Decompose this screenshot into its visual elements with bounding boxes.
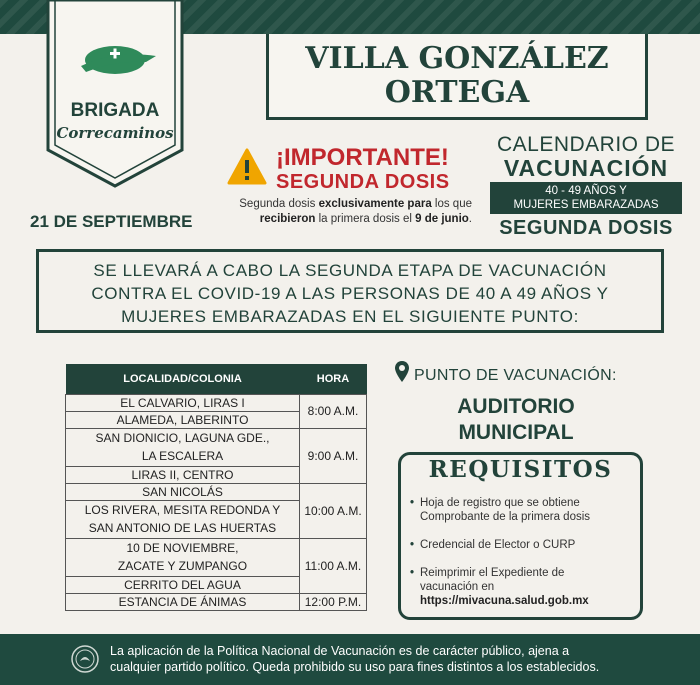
badge-shield-icon (46, 0, 184, 188)
announcement-line3: MUJERES EMBARAZADAS EN EL SIGUIENTE PUNTO: (121, 307, 579, 326)
bullet-icon: • (410, 539, 415, 551)
table-row (66, 394, 367, 411)
table-cell-locality: 10 DE NOVIEMBRE, (66, 538, 300, 557)
table-cell-locality: SAN DIONICIO, LAGUNA GDE., (66, 428, 300, 447)
calendar-line3: SEGUNDA DOSIS (499, 217, 673, 239)
footer-line1: La aplicación de la Política Nacional de Vacunación es de carácter público, ajena a (110, 644, 570, 658)
town-title-line1: VILLA GONZÁLEZ (305, 41, 609, 76)
calendar-group-line1: 40 - 49 AÑOS Y (545, 185, 627, 197)
table-cell-locality: SAN ANTONIO DE LAS HUERTAS (66, 519, 300, 538)
badge-subtitle: Correcaminos (56, 124, 174, 142)
footer-line2: cualquier partido político. Queda prohibido su uso para fines distintos a los establecidos. (110, 660, 600, 674)
table-row (66, 483, 367, 500)
footer-band (0, 634, 700, 685)
vaccination-point-name (400, 394, 632, 446)
table-cell-locality: SAN NICOLÁS (66, 483, 300, 500)
requirement-item-2 (410, 538, 576, 552)
table-cell-locality: ALAMEDA, LABERINTO (66, 411, 300, 428)
announcement-line1: SE LLEVARÁ A CABO LA SEGUNDA ETAPA DE VACUNACIÓN (93, 261, 607, 280)
table-cell-locality: LOS RIVERA, MESITA REDONDA Y (66, 500, 300, 519)
note-bold: recibieron (259, 213, 316, 225)
requirement-text: Hoja de registro que se obtiene (420, 497, 580, 509)
table-cell-locality: LIRAS II, CENTRO (66, 466, 300, 483)
requirement-text: Credencial de Elector o CURP (420, 539, 576, 551)
requirement-item-3 (410, 566, 589, 608)
bullet-icon: • (410, 567, 415, 579)
calendar-group-box (490, 182, 682, 214)
mivacuna-link[interactable]: https://mivacuna.salud.gob.mx (420, 595, 589, 607)
note-text: la primera dosis el (315, 213, 416, 225)
vaccination-point-name-line1: AUDITORIO (457, 395, 575, 418)
table-cell-hour: 9:00 A.M. (300, 428, 367, 483)
requirement-text: Reimprimir el Expediente de (420, 567, 565, 579)
table-cell-hour: 10:00 A.M. (300, 483, 367, 538)
note-bold: exclusivamente para (318, 198, 432, 210)
badge-title: BRIGADA (70, 100, 160, 121)
announcement-line2: CONTRA EL COVID-19 A LAS PERSONAS DE 40 A 49 AÑOS Y (91, 284, 609, 303)
schedule-table (65, 364, 367, 611)
event-date: 21 DE SEPTIEMBRE (30, 212, 193, 231)
table-cell-hour: 12:00 P.M. (300, 593, 367, 610)
calendar-line1: CALENDARIO DE (496, 133, 676, 156)
calendar-group-line2: MUJERES EMBARAZADAS (513, 199, 659, 211)
warning-icon (227, 148, 267, 186)
note-text: . (468, 213, 472, 225)
footer-disclaimer (110, 643, 599, 675)
table-cell-locality: LA ESCALERA (66, 447, 300, 466)
important-heading: ¡IMPORTANTE! (276, 144, 449, 171)
important-note (226, 197, 472, 227)
requirements-title: REQUISITOS (428, 456, 613, 483)
national-seal-icon (70, 644, 100, 674)
note-text: los que (431, 198, 472, 210)
announcement-box (36, 249, 664, 333)
table-cell-locality: ZACATE Y ZUMPANGO (66, 557, 300, 576)
table-row (66, 428, 367, 447)
town-title-line2: ORTEGA (384, 75, 530, 110)
location-pin-icon (394, 360, 410, 384)
table-row (66, 538, 367, 557)
table-cell-hour: 8:00 A.M. (300, 394, 367, 428)
note-bold: 9 de junio (415, 213, 469, 225)
note-text: Segunda dosis (239, 198, 319, 210)
bullet-icon: • (410, 497, 415, 509)
table-header-row (66, 364, 367, 394)
table-cell-locality: CERRITO DEL AGUA (66, 576, 300, 593)
requirement-text: vacunación en (420, 581, 495, 593)
vaccination-point-label: PUNTO DE VACUNACIÓN: (414, 367, 617, 384)
important-subheading: SEGUNDA DOSIS (276, 171, 450, 193)
brigada-badge (46, 0, 184, 188)
table-cell-locality: EL CALVARIO, LIRAS I (66, 394, 300, 411)
calendar-line2: VACUNACIÓN (503, 155, 669, 181)
column-header-locality: LOCALIDAD/COLONIA (66, 364, 300, 394)
requirement-text: Comprobante de la primera dosis (420, 511, 591, 523)
town-title-box (266, 34, 648, 120)
column-header-hour: HORA (300, 364, 367, 394)
table-cell-locality: ESTANCIA DE ÁNIMAS (66, 593, 300, 610)
table-cell-hour: 11:00 A.M. (300, 538, 367, 593)
requirement-item-1 (410, 496, 591, 524)
table-row (66, 593, 367, 610)
vaccination-point-name-line2: MUNICIPAL (458, 421, 574, 444)
